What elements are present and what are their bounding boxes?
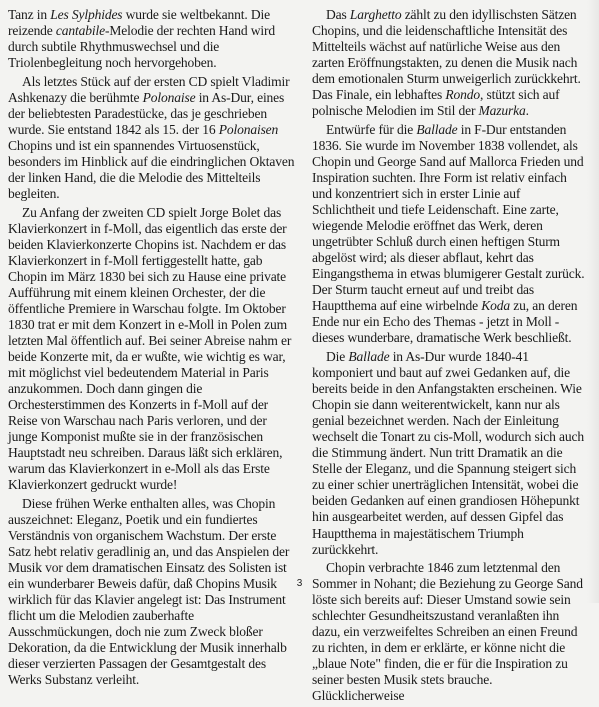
paragraph: Chopin verbrachte 1846 zum letztenmal den Sommer in Nohant; die Beziehung zu George Sand löste sich bereits auf: Dieser Umstand sowie sein schlechter Gesundheitszustand veranlaßten ihn dazu, ein verzweifeltes Schreiben an einen Freund zu richten, in dem er erklärte, er könne nicht die „blaue Note" finden, die er für die Inspiration zu seiner besten Musik stets brauche. Glücklicherweise <box>312 560 583 704</box>
paragraph: Diese frühen Werke enthalten alles, was Chopin auszeichnet: Eleganz, Poetik und ein fundiertes Verständnis von organischem Wachstum. Der erste Satz hebt relativ geradlinig an, und das Anspielen der Musik vor dem dramatischen Einsatz des Solisten ist ein wunderbarer Beweis dafür, daß Chopins Musik wirklich für das Klavier angelegt ist: Das Instrument flicht um die Melodien zauberhafte Ausschmückungen, doch nie zum Zweck bloßer Dekoration, da die Entwicklung der Musik innerhalb dieser verzierten Passagen der Gesamtgestalt des Werks Substanz verleiht. <box>8 495 290 688</box>
paragraph: Als letztes Stück auf der ersten CD spielt Vladimir Ashkenazy die berühmte Polonaise in As-Dur, eines der beliebtesten Paradestücke, das je geschrieben wurde. Sie entstand 1842 als 15. der 16 Polonaisen Chopins und ist ein spannendes Virtuosenstück, besonders im Hinblick auf die eindringlichen Oktaven der linken Hand, die die Melodie des Mittelteils begleiten. <box>8 73 295 202</box>
italic-term: Mazurka <box>478 103 526 119</box>
paragraph: Entwürfe für die Ballade in F-Dur entstanden 1836. Sie wurde im November 1838 vollendet, als Chopin und George Sand auf Mallorca Frieden und Inspiration suchten. Ihre Form ist relativ einfach und konzentriert sich in erster Linie auf Schlichtheit und tiefe Leidenschaft. Eine zarte, wiegende Melodie eröffnet das Werk, deren ungetrübter Schluß durch einen heftigen Sturm abgelöst wird; als dieser abflaut, kehrt das Eingangsthema in etwas blumigerer Gestalt zurück. Der Sturm taucht erneut auf und treibt das Hauptthema auf eine wirbelnde Koda zu, an deren Ende nur ein Echo des Themas - jetzt in Moll - dieses wunderbare, dramatische Werk beschließt. <box>312 121 585 346</box>
paragraph: Die Ballade in As-Dur wurde 1840-41 komponiert und baut auf zwei Gedanken auf, die bereits beide in den Anfangstakten erscheinen. Wie Chopin sie dann weiterentwickelt, kann nur als genial bezeichnet werden. Nach der Einleitung wechselt die Tonart zu cis-Moll, wodurch sich auch die Stimmung ändert. Nun tritt Dramatik an die Stelle der Eleganz, und die Spannung steigert sich zu einer schier unerträglichen Intensität, wobei die beiden Gedanken auf einen grandiosen Höhepunkt hin ausgearbeitet werden, auf dessen Gipfel das Hauptthema in majestätischem Triumph zurückkehrt. <box>312 348 584 557</box>
italic-term: Koda <box>481 298 511 314</box>
italic-term: Ballade <box>348 348 390 364</box>
page-edge-shadow <box>587 0 599 603</box>
page-number: 3 <box>296 578 303 589</box>
right-column <box>312 7 585 707</box>
italic-term: Rondo <box>445 87 481 103</box>
paragraph: Tanz in Les Sylphides wurde sie weltbekannt. Die reizende cantabile-Melodie der rechten Hand wird durch subtile Rhythmuswechsel und die Triolenbegleitung noch hervorgehoben. <box>8 7 276 71</box>
italic-term: Polonaisen <box>218 121 279 137</box>
italic-term: Polonaise <box>142 89 196 105</box>
paragraph: Zu Anfang der zweiten CD spielt Jorge Bolet das Klavierkonzert in f-Moll, das eigentlich das erste der beiden Klavierkonzerte Chopins ist. Nachdem er das Klavierkonzert in f-Moll fertiggestellt hatte, gab Chopin im März 1830 bei sich zu Hause eine private Aufführung mit einem kleinen Orchester, der die öffentliche Premiere in Warschau folgte. Im Oktober 1830 trat er mit dem Konzert in e-Moll in Polen zum letzten Mal öffentlich auf. Bei seiner Abreise nahm er beide Konzerte mit, da er wußte, wie wichtig es war, mit möglichst viel bedeutendem Material in Paris anzukommen. Doch dann gingen die Orchesterstimmen des Konzerts in f-Moll auf der Reise von Warschau nach Paris verloren, und der junge Komponist mußte sie in der französischen Hauptstadt neu schreiben. Daraus läßt sich erklären, warum das Klavierkonzert in e-Moll als das Erste Klavierkonzert gedruckt wurde! <box>8 204 292 493</box>
italic-term: Larghetto <box>349 7 402 22</box>
italic-term: Ballade <box>416 121 458 137</box>
paragraph: Das Larghetto zählt zu den idyllischsten Sätzen Chopins, und die leidenschaftliche Intensität des Mittelteils wächst auf natürliche Weise aus den zarten Eröffnungstakten, zu denen die Musik nach dem emotionalen Sturm unweigerlich zurückkehrt. Das Finale, ein lebhaftes Rondo, stützt sich auf polnische Melodien im Stil der Mazurka. <box>312 7 581 119</box>
italic-term: Les Sylphides <box>50 7 123 22</box>
italic-term: cantabile <box>55 23 105 39</box>
